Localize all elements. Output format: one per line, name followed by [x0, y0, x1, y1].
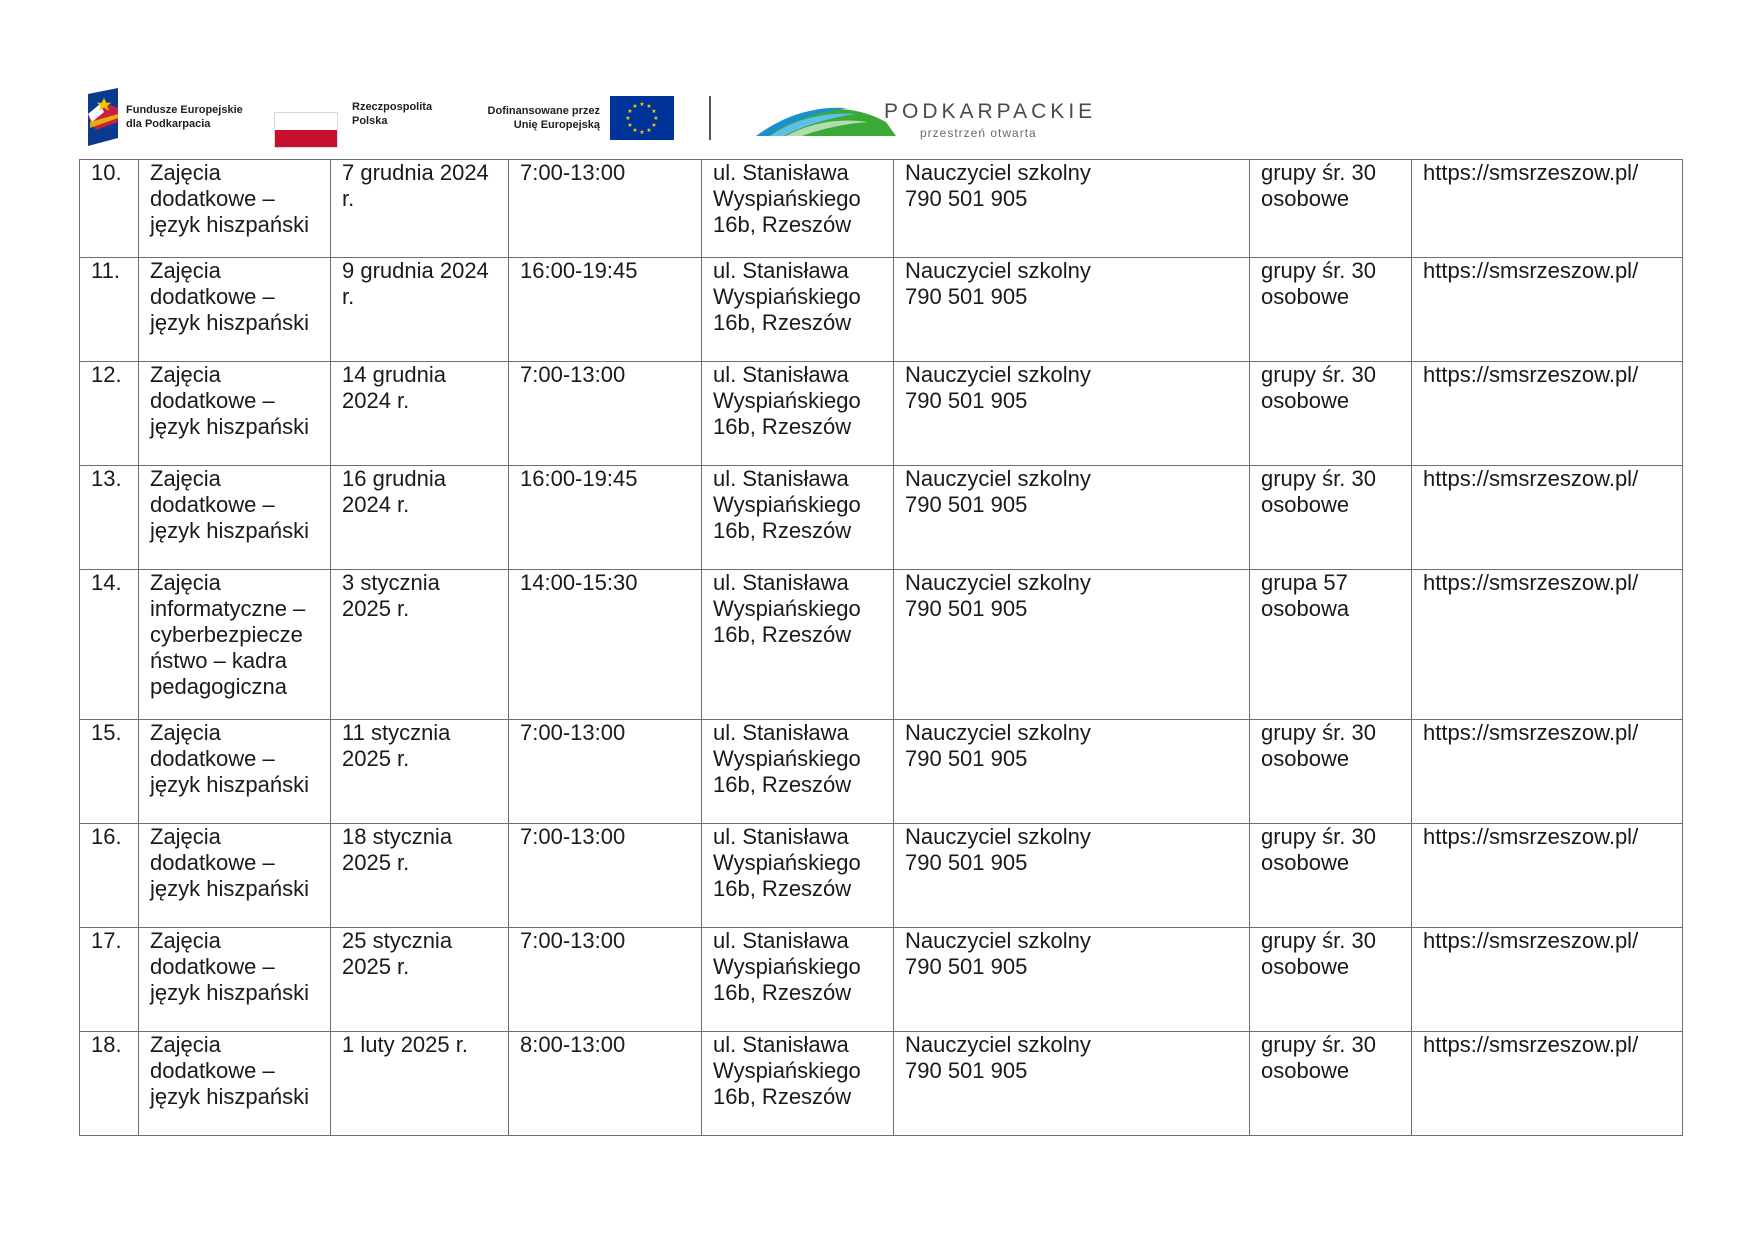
activity-trainer-cell — [894, 258, 1250, 362]
eu-cofinanced-logo — [474, 96, 674, 142]
activity-group-line: grupy śr. 30 — [1261, 362, 1376, 387]
activity-date-line: 2025 r. — [342, 746, 410, 771]
table-row — [80, 720, 1683, 824]
activity-group-line: osobowe — [1261, 284, 1350, 309]
activity-name-cell — [139, 160, 331, 258]
activity-group-line: grupy śr. 30 — [1261, 160, 1376, 185]
activity-name-line: Zajęcia — [150, 570, 221, 595]
activity-time: 7:00-13:00 — [520, 160, 626, 185]
eu-logo-line: Unię Europejską — [513, 119, 600, 131]
activity-trainer-line: 790 501 905 — [905, 596, 1028, 621]
activity-name-line: informatyczne – — [150, 596, 306, 621]
activity-time-cell — [509, 258, 702, 362]
svg-text:★: ★ — [627, 122, 633, 129]
activity-time: 8:00-13:00 — [520, 1032, 626, 1057]
activity-address-line: ul. Stanisława — [713, 928, 849, 953]
activity-address-cell — [702, 258, 894, 362]
activity-name-line: dodatkowe – — [150, 850, 275, 875]
activity-group-line: grupy śr. 30 — [1261, 1032, 1376, 1057]
activity-date-line: 9 grudnia 2024 — [342, 258, 489, 283]
activity-date-line: 2024 r. — [342, 388, 410, 413]
activity-address-line: Wyspiańskiego — [713, 284, 861, 309]
activity-address-line: Wyspiańskiego — [713, 596, 861, 621]
activity-address-line: ul. Stanisława — [713, 362, 849, 387]
activity-time-cell — [509, 570, 702, 720]
row-number: 17. — [91, 928, 122, 953]
activity-name-line: język hiszpański — [150, 212, 309, 237]
activity-address-line: 16b, Rzeszów — [713, 876, 852, 901]
table-row — [80, 258, 1683, 362]
row-number-cell — [80, 570, 139, 720]
activity-date-cell — [331, 824, 509, 928]
activity-group-line: osobowe — [1261, 492, 1350, 517]
activity-address-line: ul. Stanisława — [713, 258, 849, 283]
activity-trainer-cell — [894, 1032, 1250, 1136]
activity-url: https://smsrzeszow.pl/ — [1423, 720, 1639, 745]
activity-url: https://smsrzeszow.pl/ — [1423, 258, 1639, 283]
activity-time: 14:00-15:30 — [520, 570, 638, 595]
activity-name-line: dodatkowe – — [150, 954, 275, 979]
activity-time: 7:00-13:00 — [520, 928, 626, 953]
activity-address-line: Wyspiańskiego — [713, 954, 861, 979]
activity-name-cell — [139, 720, 331, 824]
activity-date-line: 25 stycznia — [342, 928, 453, 953]
activity-group-cell — [1250, 160, 1412, 258]
row-number-cell — [80, 1032, 139, 1136]
activity-address-cell — [702, 160, 894, 258]
activity-group-cell — [1250, 258, 1412, 362]
activity-date-cell — [331, 466, 509, 570]
eu-flag-icon — [610, 96, 674, 140]
activity-group-cell — [1250, 362, 1412, 466]
svg-text:★: ★ — [639, 129, 645, 136]
activity-time: 7:00-13:00 — [520, 824, 626, 849]
activity-date-cell — [331, 160, 509, 258]
activity-trainer-line: 790 501 905 — [905, 746, 1028, 771]
activity-url: https://smsrzeszow.pl/ — [1423, 160, 1639, 185]
activity-date-line: 2025 r. — [342, 850, 410, 875]
activity-name-line: cyberbezpiecze — [150, 622, 303, 647]
row-number: 18. — [91, 1032, 122, 1057]
table-row — [80, 466, 1683, 570]
activity-url-cell — [1412, 824, 1683, 928]
activity-group-line: osobowe — [1261, 954, 1350, 979]
activity-date-line: 2025 r. — [342, 596, 410, 621]
svg-text:★: ★ — [653, 115, 659, 122]
activity-name-cell — [139, 928, 331, 1032]
activity-url: https://smsrzeszow.pl/ — [1423, 570, 1639, 595]
table-row — [80, 928, 1683, 1032]
activity-trainer-line: 790 501 905 — [905, 284, 1028, 309]
activity-trainer-line: 790 501 905 — [905, 1058, 1028, 1083]
activity-trainer-line: Nauczyciel szkolny — [905, 362, 1091, 387]
activity-date-cell — [331, 362, 509, 466]
activity-group-line: osobowa — [1261, 596, 1350, 621]
activity-group-line: grupy śr. 30 — [1261, 928, 1376, 953]
row-number-cell — [80, 160, 139, 258]
activity-url-cell — [1412, 466, 1683, 570]
table-row — [80, 824, 1683, 928]
activity-group-cell — [1250, 720, 1412, 824]
activity-name-line: Zajęcia — [150, 928, 221, 953]
podkarpackie-title: PODKARPACKIE — [884, 100, 1097, 123]
activity-url-cell — [1412, 1032, 1683, 1136]
activity-address-cell — [702, 928, 894, 1032]
activity-trainer-line: 790 501 905 — [905, 388, 1028, 413]
activity-date-line: 14 grudnia — [342, 362, 446, 387]
activity-address-line: 16b, Rzeszów — [713, 772, 852, 797]
activity-name-line: język hiszpański — [150, 1084, 309, 1109]
svg-text:★: ★ — [651, 122, 657, 129]
activity-name-line: dodatkowe – — [150, 1058, 275, 1083]
polish-flag-icon — [274, 112, 338, 148]
activity-date-line: 7 grudnia 2024 — [342, 160, 489, 185]
activity-name-line: dodatkowe – — [150, 492, 275, 517]
svg-text:★: ★ — [625, 115, 631, 122]
activity-url: https://smsrzeszow.pl/ — [1423, 1032, 1639, 1057]
row-number-cell — [80, 928, 139, 1032]
activity-trainer-line: Nauczyciel szkolny — [905, 258, 1091, 283]
activity-trainer-line: Nauczyciel szkolny — [905, 720, 1091, 745]
activity-group-line: osobowe — [1261, 186, 1350, 211]
activity-address-line: ul. Stanisława — [713, 466, 849, 491]
activity-group-line: osobowe — [1261, 1058, 1350, 1083]
activity-date-line: 1 luty 2025 r. — [342, 1032, 468, 1057]
funding-logo-bar — [88, 88, 1118, 150]
activity-trainer-line: Nauczyciel szkolny — [905, 928, 1091, 953]
activity-address-cell — [702, 1032, 894, 1136]
activity-address-line: Wyspiańskiego — [713, 388, 861, 413]
activity-group-cell — [1250, 824, 1412, 928]
activity-date-line: 2024 r. — [342, 492, 410, 517]
svg-text:★: ★ — [632, 103, 638, 110]
rp-logo-line: Polska — [352, 115, 388, 127]
activity-address-line: 16b, Rzeszów — [713, 622, 852, 647]
activity-url-cell — [1412, 720, 1683, 824]
activity-name-cell — [139, 570, 331, 720]
activity-address-line: ul. Stanisława — [713, 720, 849, 745]
header-divider — [709, 96, 711, 140]
activity-name-line: dodatkowe – — [150, 388, 275, 413]
activity-group-cell — [1250, 928, 1412, 1032]
podkarpackie-logo — [756, 88, 1116, 148]
activity-date-cell — [331, 258, 509, 362]
table-row — [80, 362, 1683, 466]
activity-url: https://smsrzeszow.pl/ — [1423, 362, 1639, 387]
activity-address-line: Wyspiańskiego — [713, 850, 861, 875]
activity-date-cell — [331, 1032, 509, 1136]
activity-date-cell — [331, 928, 509, 1032]
row-number-cell — [80, 258, 139, 362]
activity-trainer-cell — [894, 466, 1250, 570]
row-number: 11. — [91, 258, 120, 283]
activity-group-cell — [1250, 570, 1412, 720]
activity-group-cell — [1250, 1032, 1412, 1136]
activity-name-line: język hiszpański — [150, 310, 309, 335]
activity-group-line: grupy śr. 30 — [1261, 720, 1376, 745]
activity-url-cell — [1412, 362, 1683, 466]
activity-group-line: grupy śr. 30 — [1261, 466, 1376, 491]
activity-name-line: język hiszpański — [150, 414, 309, 439]
activity-address-line: Wyspiańskiego — [713, 1058, 861, 1083]
rp-logo-text — [352, 100, 432, 128]
svg-text:★: ★ — [646, 103, 652, 110]
svg-text:★: ★ — [632, 127, 638, 134]
row-number: 16. — [91, 824, 122, 849]
activity-address-line: 16b, Rzeszów — [713, 414, 852, 439]
activity-trainer-cell — [894, 570, 1250, 720]
activity-trainer-cell — [894, 160, 1250, 258]
activity-address-line: ul. Stanisława — [713, 824, 849, 849]
activity-name-cell — [139, 258, 331, 362]
activity-name-line: język hiszpański — [150, 518, 309, 543]
activity-name-line: Zajęcia — [150, 258, 221, 283]
activity-trainer-line: Nauczyciel szkolny — [905, 1032, 1091, 1057]
activity-time: 7:00-13:00 — [520, 362, 626, 387]
activity-date-cell — [331, 570, 509, 720]
eu-logo-text — [488, 104, 600, 132]
activity-time-cell — [509, 466, 702, 570]
activity-name-line: dodatkowe – — [150, 186, 275, 211]
row-number: 12. — [91, 362, 122, 387]
activity-url: https://smsrzeszow.pl/ — [1423, 824, 1639, 849]
row-number-cell — [80, 466, 139, 570]
activity-address-cell — [702, 570, 894, 720]
fe-flag-icon — [88, 88, 122, 146]
activity-address-cell — [702, 362, 894, 466]
activity-date-line: 11 stycznia — [342, 720, 451, 745]
activity-trainer-line: Nauczyciel szkolny — [905, 824, 1091, 849]
fundusze-europejskie-logo — [88, 88, 263, 146]
activity-address-line: 16b, Rzeszów — [713, 212, 852, 237]
activity-time: 16:00-19:45 — [520, 258, 638, 283]
activity-name-cell — [139, 1032, 331, 1136]
table-row — [80, 570, 1683, 720]
activity-date-line: 3 stycznia — [342, 570, 440, 595]
activity-name-line: Zajęcia — [150, 720, 221, 745]
activity-url-cell — [1412, 160, 1683, 258]
activity-name-line: Zajęcia — [150, 824, 221, 849]
svg-text:★: ★ — [639, 101, 645, 108]
activity-name-line: ństwo – kadra — [150, 648, 287, 673]
row-number-cell — [80, 824, 139, 928]
activity-group-line: grupy śr. 30 — [1261, 258, 1376, 283]
activity-name-line: Zajęcia — [150, 466, 221, 491]
activity-name-line: dodatkowe – — [150, 746, 275, 771]
activity-address-line: ul. Stanisława — [713, 160, 849, 185]
activity-address-cell — [702, 466, 894, 570]
activity-time-cell — [509, 824, 702, 928]
eu-logo-line: Dofinansowane przez — [487, 105, 600, 117]
row-number: 10. — [91, 160, 122, 185]
row-number-cell — [80, 720, 139, 824]
svg-text:★: ★ — [627, 108, 633, 115]
activity-date-line: 16 grudnia — [342, 466, 446, 491]
activity-group-cell — [1250, 466, 1412, 570]
activity-address-line: 16b, Rzeszów — [713, 1084, 852, 1109]
activity-trainer-cell — [894, 720, 1250, 824]
row-number: 15. — [91, 720, 122, 745]
activity-url-cell — [1412, 258, 1683, 362]
activity-trainer-line: 790 501 905 — [905, 954, 1028, 979]
activity-date-line: r. — [342, 284, 355, 309]
fe-logo-line: dla Podkarpacia — [126, 118, 211, 130]
activity-trainer-cell — [894, 928, 1250, 1032]
activity-address-line: Wyspiańskiego — [713, 186, 861, 211]
activity-group-line: grupy śr. 30 — [1261, 824, 1376, 849]
activity-trainer-line: 790 501 905 — [905, 492, 1028, 517]
schedule-table-body — [80, 160, 1683, 1136]
activity-name-line: Zajęcia — [150, 362, 221, 387]
svg-text:★: ★ — [651, 108, 657, 115]
activity-group-line: osobowe — [1261, 388, 1350, 413]
activity-name-line: pedagogiczna — [150, 674, 288, 699]
rp-logo-line: Rzeczpospolita — [352, 101, 433, 113]
schedule-table — [79, 159, 1683, 1136]
activity-group-line: grupa 57 — [1261, 570, 1348, 595]
activity-address-line: 16b, Rzeszów — [713, 980, 852, 1005]
activity-trainer-line: Nauczyciel szkolny — [905, 466, 1091, 491]
activity-time-cell — [509, 160, 702, 258]
activity-time: 16:00-19:45 — [520, 466, 638, 491]
activity-trainer-cell — [894, 824, 1250, 928]
activity-group-line: osobowe — [1261, 850, 1350, 875]
svg-text:★: ★ — [646, 127, 652, 134]
activity-address-line: Wyspiańskiego — [713, 492, 861, 517]
activity-date-cell — [331, 720, 509, 824]
activity-address-cell — [702, 824, 894, 928]
table-row — [80, 1032, 1683, 1136]
activity-time: 7:00-13:00 — [520, 720, 626, 745]
activity-trainer-cell — [894, 362, 1250, 466]
activity-url-cell — [1412, 928, 1683, 1032]
activity-date-line: r. — [342, 186, 355, 211]
activity-name-line: Zajęcia — [150, 160, 221, 185]
activity-time-cell — [509, 928, 702, 1032]
activity-group-line: osobowe — [1261, 746, 1350, 771]
activity-address-line: ul. Stanisława — [713, 570, 849, 595]
activity-trainer-line: Nauczyciel szkolny — [905, 160, 1091, 185]
activity-url: https://smsrzeszow.pl/ — [1423, 466, 1639, 491]
activity-name-cell — [139, 824, 331, 928]
activity-time-cell — [509, 720, 702, 824]
activity-address-cell — [702, 720, 894, 824]
activity-address-line: Wyspiańskiego — [713, 746, 861, 771]
fe-logo-line: Fundusze Europejskie — [126, 104, 243, 116]
activity-time-cell — [509, 362, 702, 466]
row-number-cell — [80, 362, 139, 466]
activity-address-line: ul. Stanisława — [713, 1032, 849, 1057]
table-row — [80, 160, 1683, 258]
activity-trainer-line: Nauczyciel szkolny — [905, 570, 1091, 595]
activity-name-line: język hiszpański — [150, 772, 309, 797]
activity-name-line: dodatkowe – — [150, 284, 275, 309]
row-number: 14. — [91, 570, 122, 595]
activity-url-cell — [1412, 570, 1683, 720]
activity-url: https://smsrzeszow.pl/ — [1423, 928, 1639, 953]
activity-name-cell — [139, 466, 331, 570]
activity-date-line: 18 stycznia — [342, 824, 453, 849]
rzeczpospolita-polska-logo — [274, 100, 444, 146]
activity-address-line: 16b, Rzeszów — [713, 310, 852, 335]
activity-name-line: język hiszpański — [150, 980, 309, 1005]
activity-time-cell — [509, 1032, 702, 1136]
podkarpackie-subtitle: przestrzeń otwarta — [920, 126, 1037, 140]
activity-name-line: Zajęcia — [150, 1032, 221, 1057]
activity-name-line: język hiszpański — [150, 876, 309, 901]
row-number: 13. — [91, 466, 122, 491]
activity-trainer-line: 790 501 905 — [905, 186, 1028, 211]
activity-trainer-line: 790 501 905 — [905, 850, 1028, 875]
activity-name-cell — [139, 362, 331, 466]
activity-address-line: 16b, Rzeszów — [713, 518, 852, 543]
activity-date-line: 2025 r. — [342, 954, 410, 979]
fe-logo-text — [126, 103, 243, 131]
